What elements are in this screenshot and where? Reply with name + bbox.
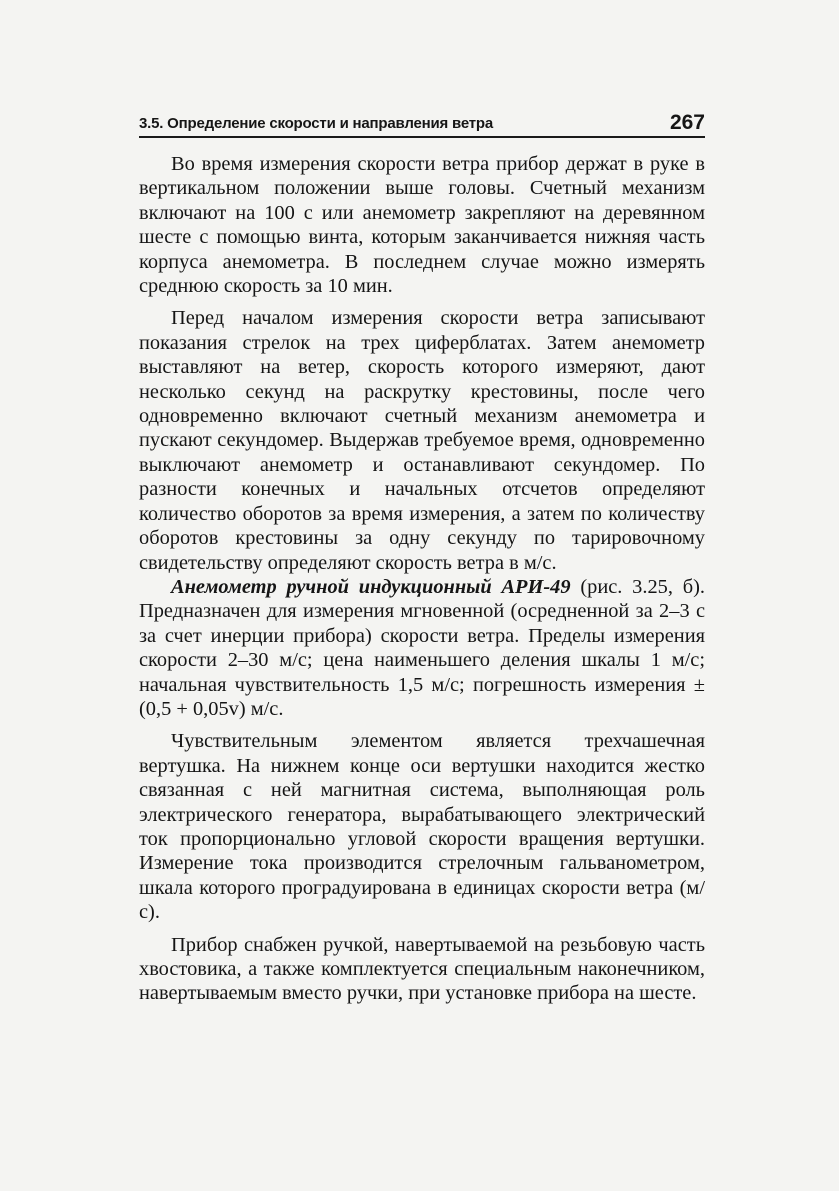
paragraph-3-text: (рис. 3.25, б). Предназначен для измерения мгновенной (осредненной за 2–3 с за счет инерции прибора) скорости ветра. Пределы измерения скорости 2–30 м/с; цена наименьшего деления шкалы 1 м/с; начальная чувствительность 1,5 м/с; погрешность измерения ± (0,5 + 0,05v) м/с. [139,575,705,720]
page-number: 267 [669,111,705,134]
paragraph-5: Прибор снабжен ручкой, навертываемой на резьбовую часть хвостовика, а также комплектуется специальным наконечником, навертываемым вместо ручки, при установке прибора на шесте. [139,933,705,1005]
section-title: 3.5. Определение скорости и направления ветра [139,115,494,132]
paragraph-3 [139,575,705,721]
paragraph-4: Чувствительным элементом является трехчашечная вертушка. На нижнем конце оси вертушки находится жестко связанная с ней магнитная система, выполняющая роль электрического генератора, вырабатывающего электрический ток пропорционально угловой скорости вращения вертушки. Измерение тока производится стрелочным гальванометром, шкала которого проградуирована в единицах скорости ветра (м/с). [139,730,705,924]
paragraph-2: Перед началом измерения скорости ветра записывают показания стрелок на трех циферблатах. Затем анемометр выставляют на ветер, скорость которого измеряют, дают несколько секунд на раскрутку крестовины, после чего одновременно включают счетный механизм анемометра и пускают секундомер. Выдержав требуемое время, одновременно выключают анемометр и останавливают секундомер. По разности конечных и начальных отсчетов определяют количество оборотов за время измерения, а затем по количеству оборотов крестовины за одну секунду по тарировочному свидетельству определяют скорость ветра в м/с. [139,307,705,574]
body-text [139,152,705,1014]
instrument-name: Анемометр ручной индукционный АРИ-49 [171,575,571,598]
paragraph-1: Во время измерения скорости ветра прибор держат в руке в вертикальном положении выше головы. Счетный механизм включают на 100 с или анемометр закрепляют на деревянном шесте с помощью винта, которым заканчивается нижняя часть корпуса анемометра. В последнем случае можно измерять среднюю скорость за 10 мин. [139,153,705,298]
running-header [139,108,705,138]
